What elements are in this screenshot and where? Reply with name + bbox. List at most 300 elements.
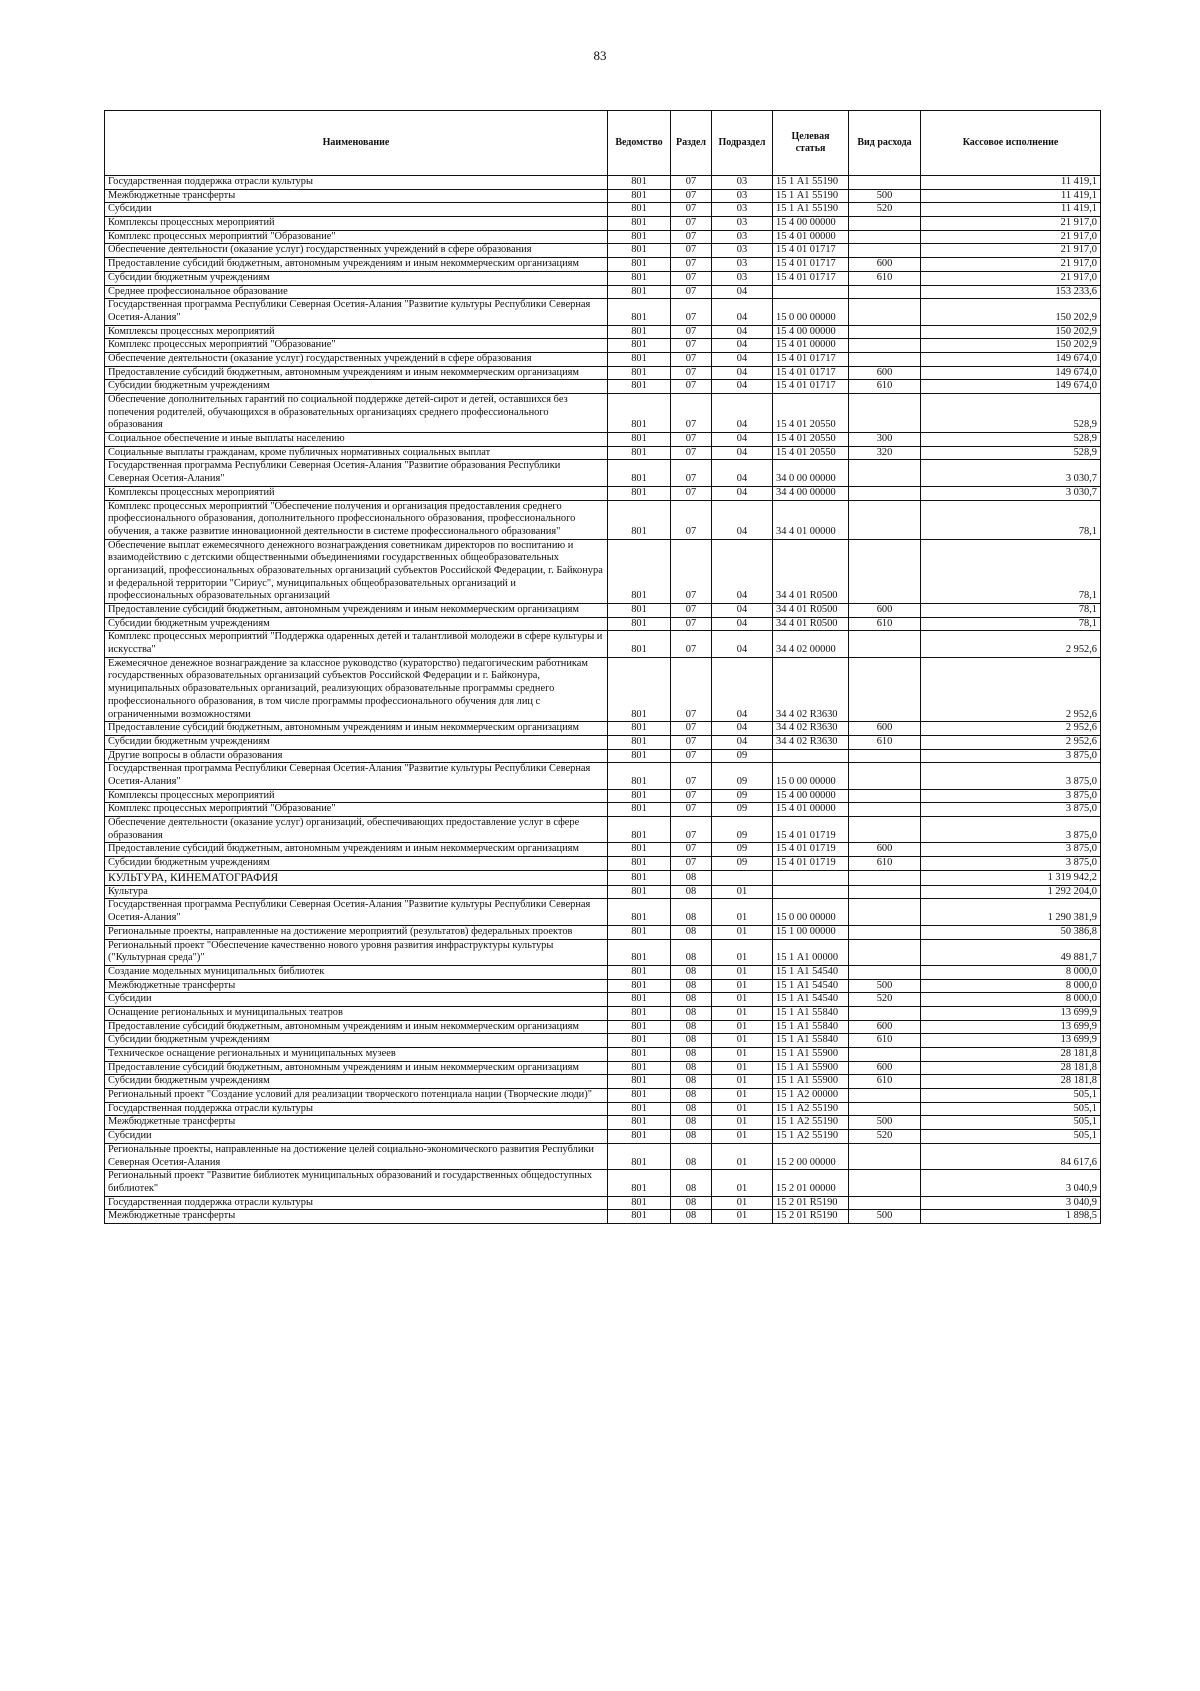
row-execution: 8 000,0 — [921, 965, 1101, 979]
row-subsection: 03 — [712, 176, 773, 190]
row-subsection: 09 — [712, 763, 773, 789]
row-target — [773, 285, 849, 299]
row-target: 15 4 01 01717 — [773, 366, 849, 380]
row-expense-type: 600 — [849, 843, 921, 857]
row-target: 15 4 01 20550 — [773, 394, 849, 433]
row-execution: 8 000,0 — [921, 993, 1101, 1007]
table-row — [105, 1034, 1101, 1048]
row-expense-type — [849, 1006, 921, 1020]
row-target — [773, 749, 849, 763]
table-row — [105, 979, 1101, 993]
table-row — [105, 817, 1101, 843]
row-execution: 28 181,8 — [921, 1061, 1101, 1075]
table-row — [105, 285, 1101, 299]
row-target: 15 1 А1 54540 — [773, 965, 849, 979]
row-section: 07 — [671, 749, 712, 763]
row-section: 07 — [671, 244, 712, 258]
row-section: 07 — [671, 500, 712, 539]
row-name: Комплексы процессных мероприятий — [105, 789, 608, 803]
row-execution: 3 875,0 — [921, 763, 1101, 789]
table-row — [105, 939, 1101, 965]
row-execution: 13 699,9 — [921, 1034, 1101, 1048]
row-name: Межбюджетные трансферты — [105, 189, 608, 203]
row-subsection: 03 — [712, 230, 773, 244]
row-target: 15 1 А1 00000 — [773, 939, 849, 965]
table-row — [105, 189, 1101, 203]
row-execution: 149 674,0 — [921, 366, 1101, 380]
table-row — [105, 749, 1101, 763]
row-expense-type: 610 — [849, 857, 921, 871]
table-row — [105, 1130, 1101, 1144]
row-department: 801 — [608, 1048, 671, 1062]
table-row — [105, 657, 1101, 721]
row-expense-type: 600 — [849, 1020, 921, 1034]
table-row — [105, 486, 1101, 500]
row-execution: 3 875,0 — [921, 843, 1101, 857]
row-target: 15 0 00 00000 — [773, 899, 849, 925]
header-row — [105, 111, 1101, 176]
row-subsection: 04 — [712, 722, 773, 736]
row-name: Среднее профессиональное образование — [105, 285, 608, 299]
row-name: Комплекс процессных мероприятий "Образование" — [105, 803, 608, 817]
row-execution: 2 952,6 — [921, 722, 1101, 736]
table-row — [105, 366, 1101, 380]
row-name: Межбюджетные трансферты — [105, 1116, 608, 1130]
row-department: 801 — [608, 604, 671, 618]
row-expense-type: 610 — [849, 617, 921, 631]
row-expense-type: 600 — [849, 722, 921, 736]
row-subsection: 01 — [712, 993, 773, 1007]
row-department: 801 — [608, 366, 671, 380]
header-execution: Кассовое исполнение — [921, 111, 1101, 176]
header-subsection: Подраздел — [712, 111, 773, 176]
row-target: 34 4 01 R0500 — [773, 617, 849, 631]
row-execution: 150 202,9 — [921, 325, 1101, 339]
row-execution: 505,1 — [921, 1130, 1101, 1144]
row-expense-type: 610 — [849, 1075, 921, 1089]
budget-table — [104, 110, 1101, 1224]
row-expense-type: 520 — [849, 1130, 921, 1144]
row-section: 08 — [671, 1061, 712, 1075]
row-department: 801 — [608, 244, 671, 258]
row-execution: 1 290 381,9 — [921, 899, 1101, 925]
row-expense-type — [849, 1102, 921, 1116]
row-target: 34 4 02 R3630 — [773, 657, 849, 721]
row-department: 801 — [608, 631, 671, 657]
row-target: 34 4 01 00000 — [773, 500, 849, 539]
row-subsection: 01 — [712, 1061, 773, 1075]
row-name: Государственная программа Республики Северная Осетия-Алания "Развитие образования Республики Северная Осетия-Алания" — [105, 460, 608, 486]
row-subsection: 04 — [712, 325, 773, 339]
row-section: 07 — [671, 817, 712, 843]
row-execution: 1 319 942,2 — [921, 870, 1101, 885]
row-department: 801 — [608, 1130, 671, 1144]
row-department: 801 — [608, 735, 671, 749]
row-target: 15 4 01 00000 — [773, 339, 849, 353]
row-name: Межбюджетные трансферты — [105, 1210, 608, 1224]
row-section: 07 — [671, 352, 712, 366]
row-subsection: 01 — [712, 1170, 773, 1196]
table-row — [105, 1006, 1101, 1020]
row-name: Комплексы процессных мероприятий — [105, 325, 608, 339]
row-execution: 11 419,1 — [921, 176, 1101, 190]
row-name: Субсидии — [105, 203, 608, 217]
row-execution: 150 202,9 — [921, 299, 1101, 325]
row-subsection — [712, 870, 773, 885]
row-section: 07 — [671, 217, 712, 231]
table-row — [105, 1170, 1101, 1196]
row-name: Субсидии — [105, 1130, 608, 1144]
row-department: 801 — [608, 433, 671, 447]
row-department: 801 — [608, 885, 671, 899]
row-target: 15 1 00 00000 — [773, 925, 849, 939]
row-name: Комплекс процессных мероприятий "Обеспечение получения и организация предоставления среднего профессионального образования, дополнительного профессионального образования, профессионального обучения, а также развитие инновационной деятельности в системе профессионального образования" — [105, 500, 608, 539]
row-subsection: 04 — [712, 617, 773, 631]
row-subsection: 01 — [712, 1048, 773, 1062]
row-section: 07 — [671, 203, 712, 217]
row-expense-type — [849, 885, 921, 899]
row-subsection: 09 — [712, 857, 773, 871]
row-execution: 3 875,0 — [921, 857, 1101, 871]
table-row — [105, 631, 1101, 657]
row-subsection: 01 — [712, 1210, 773, 1224]
row-execution: 2 952,6 — [921, 631, 1101, 657]
row-expense-type — [849, 244, 921, 258]
row-name: Субсидии бюджетным учреждениям — [105, 271, 608, 285]
row-execution: 1 898,5 — [921, 1210, 1101, 1224]
row-subsection: 04 — [712, 380, 773, 394]
row-expense-type: 300 — [849, 433, 921, 447]
table-row — [105, 1116, 1101, 1130]
row-section: 08 — [671, 1075, 712, 1089]
row-section: 07 — [671, 843, 712, 857]
row-execution: 3 030,7 — [921, 460, 1101, 486]
row-department: 801 — [608, 460, 671, 486]
row-section: 07 — [671, 789, 712, 803]
row-department: 801 — [608, 925, 671, 939]
row-expense-type — [849, 817, 921, 843]
row-section: 07 — [671, 299, 712, 325]
row-name: Предоставление субсидий бюджетным, автономным учреждениям и иным некоммерческим организациям — [105, 604, 608, 618]
row-target: 15 4 01 01719 — [773, 817, 849, 843]
row-execution: 149 674,0 — [921, 380, 1101, 394]
row-expense-type — [849, 176, 921, 190]
row-subsection: 04 — [712, 433, 773, 447]
row-section: 08 — [671, 1143, 712, 1169]
row-department: 801 — [608, 617, 671, 631]
row-execution: 28 181,8 — [921, 1075, 1101, 1089]
row-expense-type: 520 — [849, 203, 921, 217]
row-subsection: 04 — [712, 299, 773, 325]
row-execution: 505,1 — [921, 1116, 1101, 1130]
row-subsection: 04 — [712, 500, 773, 539]
row-department: 801 — [608, 1020, 671, 1034]
table-row — [105, 217, 1101, 231]
row-target: 15 2 01 R5190 — [773, 1196, 849, 1210]
row-expense-type — [849, 631, 921, 657]
row-department: 801 — [608, 285, 671, 299]
row-execution: 21 917,0 — [921, 258, 1101, 272]
row-department: 801 — [608, 325, 671, 339]
row-department: 801 — [608, 817, 671, 843]
row-execution: 21 917,0 — [921, 230, 1101, 244]
row-name: Обеспечение деятельности (оказание услуг) организаций, обеспечивающих предоставление услуг в сфере образования — [105, 817, 608, 843]
row-department: 801 — [608, 993, 671, 1007]
row-expense-type — [849, 657, 921, 721]
row-expense-type — [849, 539, 921, 603]
row-name: Ежемесячное денежное вознаграждение за классное руководство (кураторство) педагогическим работникам государственных образовательных организаций субъектов Российской Федерации и г. Байконура, муниципальных образовательных организаций, реализующих образовательные программы среднего профессионального образования, в том числе программы профессионального обучения для лиц с ограниченными возможностями — [105, 657, 608, 721]
table-row — [105, 1061, 1101, 1075]
row-execution: 3 040,9 — [921, 1170, 1101, 1196]
row-department: 801 — [608, 203, 671, 217]
row-section: 08 — [671, 1196, 712, 1210]
row-subsection: 04 — [712, 460, 773, 486]
row-section: 08 — [671, 939, 712, 965]
row-target: 15 1 А2 55190 — [773, 1130, 849, 1144]
row-department: 801 — [608, 843, 671, 857]
row-execution: 1 292 204,0 — [921, 885, 1101, 899]
row-expense-type: 600 — [849, 366, 921, 380]
header-expense-type: Вид расхода — [849, 111, 921, 176]
row-section: 08 — [671, 979, 712, 993]
row-expense-type — [849, 1048, 921, 1062]
row-execution: 84 617,6 — [921, 1143, 1101, 1169]
row-execution: 21 917,0 — [921, 217, 1101, 231]
row-target: 15 4 01 00000 — [773, 230, 849, 244]
row-execution: 78,1 — [921, 604, 1101, 618]
row-name: Субсидии бюджетным учреждениям — [105, 857, 608, 871]
row-expense-type: 600 — [849, 604, 921, 618]
row-target: 15 1 А1 54540 — [773, 993, 849, 1007]
row-department: 801 — [608, 1143, 671, 1169]
row-name: Межбюджетные трансферты — [105, 979, 608, 993]
row-expense-type — [849, 460, 921, 486]
row-target: 15 1 А1 55190 — [773, 203, 849, 217]
table-body — [105, 176, 1101, 1224]
table-row — [105, 176, 1101, 190]
row-name: Государственная поддержка отрасли культуры — [105, 1102, 608, 1116]
row-section: 07 — [671, 735, 712, 749]
row-name: Социальные выплаты гражданам, кроме публичных нормативных социальных выплат — [105, 446, 608, 460]
row-expense-type — [849, 325, 921, 339]
row-section: 08 — [671, 1170, 712, 1196]
row-section: 07 — [671, 631, 712, 657]
row-execution: 153 233,6 — [921, 285, 1101, 299]
row-target: 15 1 А1 55840 — [773, 1034, 849, 1048]
row-target: 34 4 01 R0500 — [773, 539, 849, 603]
row-department: 801 — [608, 258, 671, 272]
row-subsection: 01 — [712, 1130, 773, 1144]
table-row — [105, 500, 1101, 539]
row-expense-type — [849, 352, 921, 366]
row-target: 15 4 01 01719 — [773, 843, 849, 857]
row-name: Субсидии бюджетным учреждениям — [105, 1075, 608, 1089]
row-subsection: 04 — [712, 604, 773, 618]
row-section: 08 — [671, 1048, 712, 1062]
table-row — [105, 1089, 1101, 1103]
table-row — [105, 325, 1101, 339]
row-name: Предоставление субсидий бюджетным, автономным учреждениям и иным некоммерческим организациям — [105, 258, 608, 272]
table-row — [105, 258, 1101, 272]
row-name: Предоставление субсидий бюджетным, автономным учреждениям и иным некоммерческим организациям — [105, 722, 608, 736]
row-subsection: 03 — [712, 258, 773, 272]
row-expense-type — [849, 965, 921, 979]
row-execution: 505,1 — [921, 1102, 1101, 1116]
row-section: 07 — [671, 763, 712, 789]
row-target: 15 0 00 00000 — [773, 763, 849, 789]
row-subsection: 04 — [712, 366, 773, 380]
row-name: Государственная программа Республики Северная Осетия-Алания "Развитие культуры Республики Северная Осетия-Алания" — [105, 299, 608, 325]
table-row — [105, 271, 1101, 285]
table-row — [105, 539, 1101, 603]
row-expense-type: 610 — [849, 1034, 921, 1048]
row-execution: 3 875,0 — [921, 817, 1101, 843]
row-execution: 2 952,6 — [921, 657, 1101, 721]
row-target: 15 2 00 00000 — [773, 1143, 849, 1169]
table-row — [105, 803, 1101, 817]
row-section: 07 — [671, 857, 712, 871]
row-subsection: 01 — [712, 1116, 773, 1130]
row-execution: 149 674,0 — [921, 352, 1101, 366]
table-row — [105, 460, 1101, 486]
row-section: 07 — [671, 394, 712, 433]
row-department: 801 — [608, 870, 671, 885]
row-expense-type — [849, 500, 921, 539]
table-row — [105, 993, 1101, 1007]
row-target: 15 1 А2 55190 — [773, 1116, 849, 1130]
row-name: Субсидии — [105, 993, 608, 1007]
table-row — [105, 380, 1101, 394]
row-execution: 21 917,0 — [921, 244, 1101, 258]
row-section: 08 — [671, 1020, 712, 1034]
row-section: 07 — [671, 258, 712, 272]
row-execution: 13 699,9 — [921, 1006, 1101, 1020]
row-section: 07 — [671, 339, 712, 353]
row-name: Обеспечение деятельности (оказание услуг) государственных учреждений в сфере образования — [105, 244, 608, 258]
row-department: 801 — [608, 486, 671, 500]
row-name: КУЛЬТУРА, КИНЕМАТОГРАФИЯ — [105, 870, 608, 885]
row-department: 801 — [608, 789, 671, 803]
row-name: Субсидии бюджетным учреждениям — [105, 1034, 608, 1048]
row-expense-type — [849, 339, 921, 353]
row-name: Региональный проект "Создание условий для реализации творческого потенциала нации (Творческие люди)" — [105, 1089, 608, 1103]
row-expense-type — [849, 299, 921, 325]
row-execution: 8 000,0 — [921, 979, 1101, 993]
row-name: Предоставление субсидий бюджетным, автономным учреждениям и иным некоммерческим организациям — [105, 366, 608, 380]
row-expense-type — [849, 925, 921, 939]
row-name: Региональный проект "Обеспечение качественно нового уровня развития инфраструктуры культуры ("Культурная среда")" — [105, 939, 608, 965]
row-expense-type — [849, 230, 921, 244]
row-name: Субсидии бюджетным учреждениям — [105, 735, 608, 749]
row-execution: 50 386,8 — [921, 925, 1101, 939]
row-section: 07 — [671, 657, 712, 721]
row-subsection: 04 — [712, 352, 773, 366]
row-execution: 2 952,6 — [921, 735, 1101, 749]
row-section: 08 — [671, 885, 712, 899]
row-subsection: 04 — [712, 486, 773, 500]
row-target: 15 1 А1 54540 — [773, 979, 849, 993]
table-row — [105, 763, 1101, 789]
table-row — [105, 604, 1101, 618]
row-execution: 28 181,8 — [921, 1048, 1101, 1062]
row-target: 34 4 02 00000 — [773, 631, 849, 657]
row-target: 15 1 А1 55840 — [773, 1006, 849, 1020]
row-department: 801 — [608, 189, 671, 203]
row-target: 34 4 00 00000 — [773, 486, 849, 500]
row-subsection: 01 — [712, 925, 773, 939]
table-row — [105, 857, 1101, 871]
row-department: 801 — [608, 1210, 671, 1224]
header-target: Целевая статья — [773, 111, 849, 176]
table-row — [105, 230, 1101, 244]
row-subsection: 01 — [712, 885, 773, 899]
row-expense-type: 610 — [849, 380, 921, 394]
row-target: 15 1 А2 55190 — [773, 1102, 849, 1116]
row-department: 801 — [608, 230, 671, 244]
row-department: 801 — [608, 1116, 671, 1130]
row-section: 07 — [671, 604, 712, 618]
row-target: 15 4 00 00000 — [773, 217, 849, 231]
row-section: 08 — [671, 1034, 712, 1048]
row-execution: 150 202,9 — [921, 339, 1101, 353]
row-subsection: 01 — [712, 979, 773, 993]
row-expense-type: 600 — [849, 1061, 921, 1075]
row-department: 801 — [608, 1034, 671, 1048]
row-subsection: 09 — [712, 749, 773, 763]
row-expense-type: 520 — [849, 993, 921, 1007]
row-target: 15 4 00 00000 — [773, 789, 849, 803]
row-name: Комплекс процессных мероприятий "Образование" — [105, 230, 608, 244]
table-row — [105, 1075, 1101, 1089]
row-name: Региональные проекты, направленные на достижение целей социально-экономического развития Республики Северная Осетия-Алания — [105, 1143, 608, 1169]
row-subsection: 04 — [712, 735, 773, 749]
row-expense-type: 500 — [849, 1116, 921, 1130]
table-row — [105, 244, 1101, 258]
row-subsection: 01 — [712, 899, 773, 925]
row-department: 801 — [608, 803, 671, 817]
row-name: Государственная программа Республики Северная Осетия-Алания "Развитие культуры Республики Северная Осетия-Алания" — [105, 763, 608, 789]
row-section: 07 — [671, 486, 712, 500]
row-execution: 78,1 — [921, 617, 1101, 631]
row-subsection: 01 — [712, 1102, 773, 1116]
row-section: 08 — [671, 1006, 712, 1020]
row-section: 08 — [671, 993, 712, 1007]
table-row — [105, 446, 1101, 460]
row-subsection: 01 — [712, 1196, 773, 1210]
row-subsection: 01 — [712, 1089, 773, 1103]
table-row — [105, 339, 1101, 353]
row-section: 08 — [671, 899, 712, 925]
row-execution: 11 419,1 — [921, 203, 1101, 217]
row-name: Создание модельных муниципальных библиотек — [105, 965, 608, 979]
row-execution: 528,9 — [921, 433, 1101, 447]
table-row — [105, 394, 1101, 433]
row-department: 801 — [608, 722, 671, 736]
row-target: 34 4 02 R3630 — [773, 735, 849, 749]
row-section: 07 — [671, 433, 712, 447]
row-department: 801 — [608, 1089, 671, 1103]
row-section: 07 — [671, 722, 712, 736]
row-expense-type — [849, 803, 921, 817]
row-name: Субсидии бюджетным учреждениям — [105, 617, 608, 631]
row-section: 07 — [671, 271, 712, 285]
row-target: 15 4 01 01717 — [773, 244, 849, 258]
table-row — [105, 965, 1101, 979]
header-name: Наименование — [105, 111, 608, 176]
row-name: Комплексы процессных мероприятий — [105, 486, 608, 500]
row-expense-type: 610 — [849, 735, 921, 749]
table-row — [105, 1102, 1101, 1116]
